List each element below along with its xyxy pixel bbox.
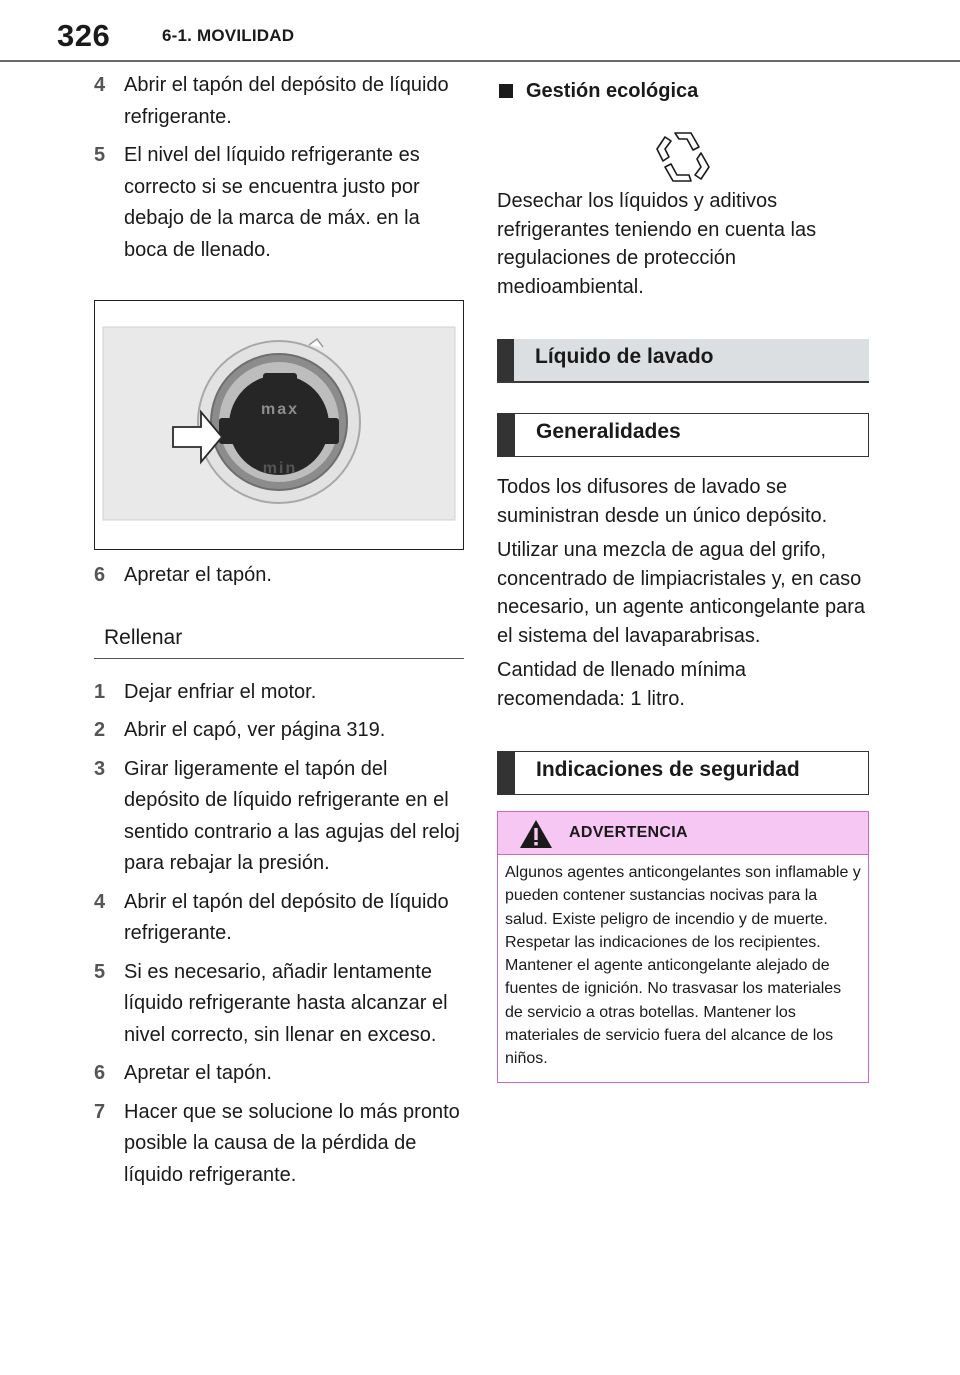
step-text: Abrir el tapón del depósito de líquido refrigerante.	[124, 74, 449, 128]
general-heading: Generalidades	[536, 420, 681, 443]
warning-triangle-icon	[519, 819, 553, 849]
eco-heading-text: Gestión ecológica	[526, 79, 699, 102]
step-number: 6	[94, 1062, 106, 1084]
safety-heading: Indicaciones de seguridad	[536, 758, 800, 781]
section-title: Líquido de lavado	[535, 345, 714, 368]
heading-bar	[498, 414, 515, 456]
general-paragraph: Utilizar una mezcla de agua del grifo, concentrado de limpiacristales y, en caso necesario, un agente anticongelante para el sistema del lavaparabrisas.	[497, 539, 866, 647]
step-text: Abrir el tapón del depósito de líquido refrigerante.	[124, 890, 449, 944]
heading-bar	[498, 752, 515, 794]
safety-heading-box	[497, 751, 869, 795]
eco-paragraph: Desechar los líquidos y aditivos refrigerantes teniendo en cuenta las regulaciones de protección medioambiental.	[497, 190, 817, 298]
step-item	[94, 560, 464, 592]
step-item	[94, 70, 464, 133]
max-mark-label: max	[260, 401, 300, 418]
step-text: Dejar enfriar el motor.	[124, 680, 317, 703]
refill-steps	[94, 677, 464, 1192]
general-paragraph: Todos los difusores de lavado se suministran desde un único depósito.	[497, 476, 828, 527]
step-text: Si es necesario, añadir lentamente líquido refrigerante hasta alcanzar el nivel correcto, sin llenar en exceso.	[124, 960, 448, 1046]
step-number: 4	[94, 74, 106, 96]
general-heading-box	[497, 413, 869, 457]
recycle-figure	[497, 127, 869, 187]
step-text: Hacer que se solucione lo más pronto posible la causa de la pérdida de líquido refrigerante.	[124, 1100, 460, 1186]
page-number: 326	[57, 18, 111, 53]
banner-bar	[497, 339, 514, 381]
step-number: 3	[94, 757, 106, 780]
step-item	[94, 1058, 464, 1090]
section-banner-washer-fluid	[497, 339, 869, 383]
step-number: 5	[94, 960, 106, 983]
step-number: 4	[94, 890, 106, 913]
step-number: 5	[94, 144, 106, 166]
warning-text: Algunos agentes anticongelantes son inflamable y pueden contener sustancias nocivas para la salud. Existe peligro de incendio y de muerte. Respetar las indicaciones de los recipientes. Mantener el agente anticongelante alejado de fuentes de ignición. No trasvasar los materiales de servicio a otras botellas. Mantener los materiales de servicio fuera del alcance de los niños.	[505, 864, 861, 1068]
step-number: 6	[94, 564, 106, 586]
step-number: 7	[94, 1100, 106, 1123]
step-text: Abrir el capó, ver página 319.	[124, 719, 386, 741]
square-bullet-icon	[499, 84, 513, 98]
header-divider	[0, 60, 960, 62]
step-text: Apretar el tapón.	[124, 1062, 272, 1084]
warning-header	[498, 812, 868, 855]
step-text: Girar ligeramente el tapón del depósito de líquido refrigerante en el sentido contrario a las agujas del reloj para rebajar la presión.	[124, 757, 460, 874]
subheading-refill: Rellenar	[94, 612, 464, 659]
min-mark-label: min	[262, 460, 298, 477]
step-item	[94, 887, 464, 950]
step-item	[94, 715, 464, 747]
coolant-cap-illustration	[95, 301, 463, 549]
step-text: Apretar el tapón.	[124, 564, 272, 586]
step-item	[94, 957, 464, 1052]
step-text: El nivel del líquido refrigerante es correcto si se encuentra justo por debajo de la marca de máx. en la boca de llenado.	[124, 144, 420, 261]
left-column	[94, 70, 464, 1198]
warning-title: ADVERTENCIA	[569, 824, 688, 841]
right-column	[497, 70, 869, 1083]
warning-box	[497, 811, 869, 1083]
recycle-icon	[655, 127, 711, 185]
step-item	[94, 1097, 464, 1192]
general-paragraph: Cantidad de llenado mínima recomendada: 1 litro.	[497, 659, 747, 710]
eco-heading	[497, 73, 869, 109]
page-header	[0, 0, 960, 62]
step-item	[94, 754, 464, 880]
section-label: 6-1. MOVILIDAD	[162, 26, 295, 45]
step-item	[94, 677, 464, 709]
step-item	[94, 140, 464, 266]
step-number: 2	[94, 719, 106, 741]
coolant-cap-figure	[94, 300, 464, 550]
step-number: 1	[94, 680, 106, 703]
